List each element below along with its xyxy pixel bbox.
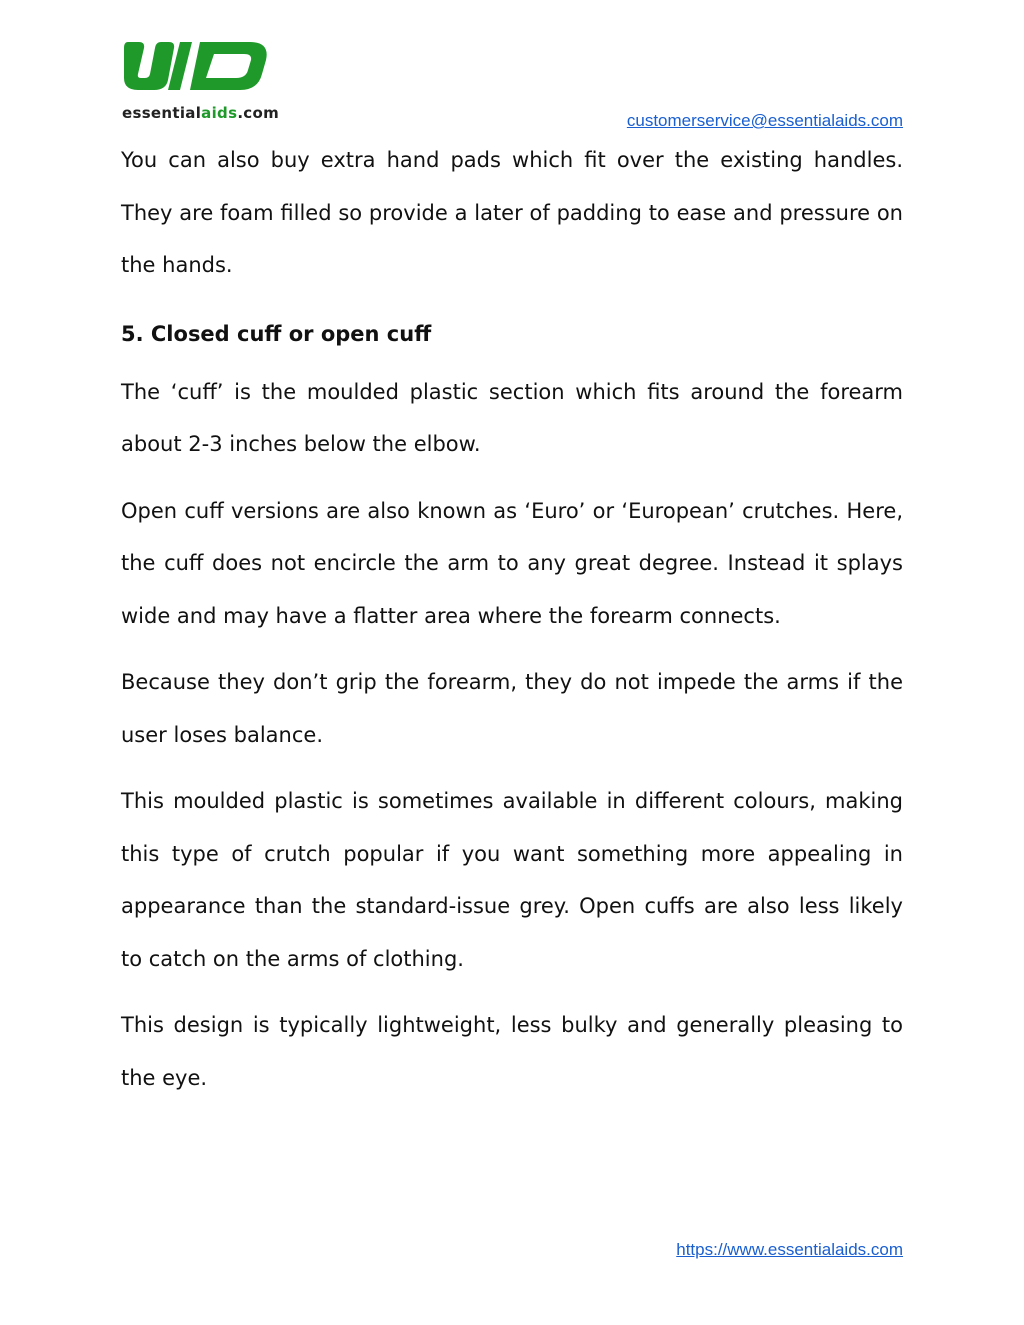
paragraph-colours: This moulded plastic is sometimes available in different colours, making this type of crutch popular if you want something more appealing in appearance than the standard-issue grey. Open cuffs are also less likely to catch on the arms of clothing. — [121, 789, 903, 971]
paragraph-open-cuff: Open cuff versions are also known as ‘Euro’ or ‘European’ crutches. Here, the cuff does not encircle the arm to any great degree. Instead it splays wide and may have a flatter area where the forearm connects. — [121, 498, 903, 628]
logo-mark-icon — [120, 34, 280, 96]
paragraph-balance: Because they don’t grip the forearm, they do not impede the arms if the user loses balance. — [121, 670, 903, 747]
logo-wordmark-suffix: .com — [237, 104, 280, 122]
paragraph-cuff-definition: The ‘cuff’ is the moulded plastic section which fits around the forearm about 2-3 inches below the elbow. — [121, 379, 903, 456]
logo-wordmark-prefix: essential — [122, 104, 202, 122]
paragraph-lightweight: This design is typically lightweight, less bulky and generally pleasing to the eye. — [121, 1013, 903, 1090]
logo-wordmark-accent: aids — [201, 104, 238, 122]
section-heading: 5. Closed cuff or open cuff — [121, 321, 432, 346]
document-body — [121, 134, 903, 1118]
header-email-link[interactable]: customerservice@essentialaids.com — [626, 111, 903, 130]
logo-wordmark — [122, 104, 279, 122]
paragraph-hand-pads: You can also buy extra hand pads which fit over the existing handles. They are foam filled so provide a later of padding to ease and pressure on the hands. — [121, 148, 903, 277]
logo — [120, 34, 300, 124]
footer-website-link[interactable]: https://www.essentialaids.com — [676, 1240, 903, 1259]
